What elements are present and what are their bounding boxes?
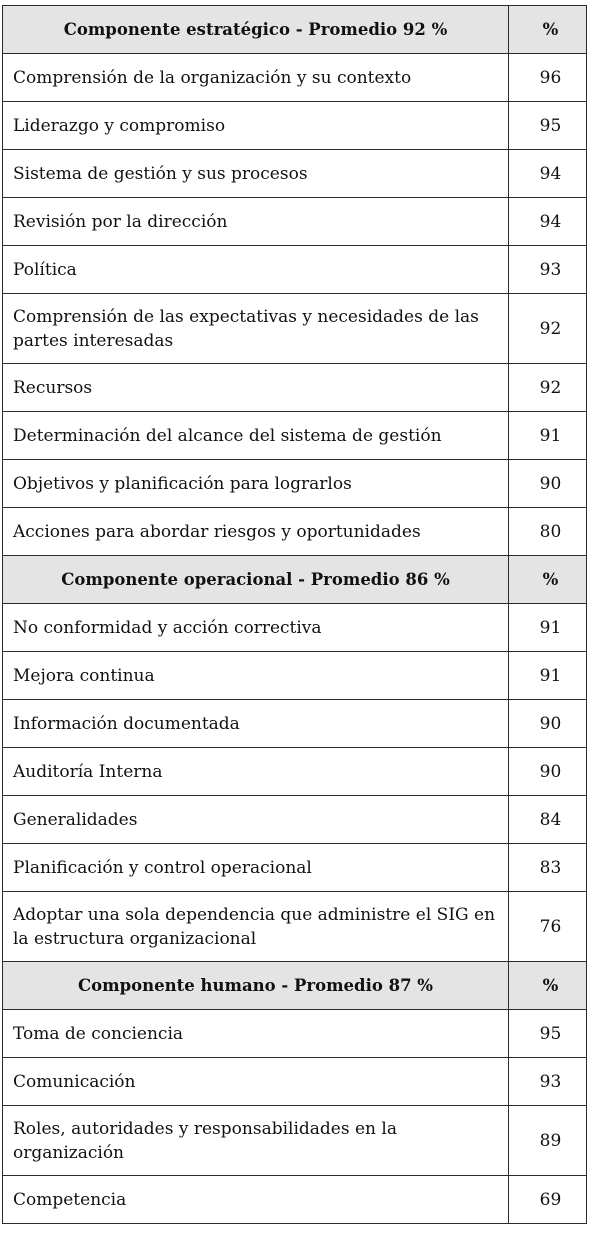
row-label: Generalidades bbox=[3, 796, 509, 844]
row-label: Determinación del alcance del sistema de gestión bbox=[3, 412, 509, 460]
table-row bbox=[3, 150, 587, 198]
section-header-estrategico bbox=[3, 6, 587, 54]
row-label: Acciones para abordar riesgos y oportunidades bbox=[3, 508, 509, 556]
row-label: Liderazgo y compromiso bbox=[3, 102, 509, 150]
table-row bbox=[3, 246, 587, 294]
row-value: 83 bbox=[509, 844, 587, 892]
table-row bbox=[3, 364, 587, 412]
row-label: No conformidad y acción correctiva bbox=[3, 604, 509, 652]
row-value: 91 bbox=[509, 604, 587, 652]
row-label: Recursos bbox=[3, 364, 509, 412]
results-table bbox=[2, 5, 587, 1224]
table-row bbox=[3, 892, 587, 962]
row-value: 89 bbox=[509, 1106, 587, 1176]
row-value: 95 bbox=[509, 1010, 587, 1058]
row-label: Sistema de gestión y sus procesos bbox=[3, 150, 509, 198]
table-row bbox=[3, 796, 587, 844]
table-row bbox=[3, 748, 587, 796]
row-value: 90 bbox=[509, 460, 587, 508]
row-value: 91 bbox=[509, 412, 587, 460]
row-value: 69 bbox=[509, 1176, 587, 1224]
percent-column-header: % bbox=[509, 962, 587, 1010]
row-value: 90 bbox=[509, 748, 587, 796]
row-value: 92 bbox=[509, 294, 587, 364]
table-row bbox=[3, 1058, 587, 1106]
row-label: Competencia bbox=[3, 1176, 509, 1224]
row-label: Roles, autoridades y responsabilidades en la organización bbox=[3, 1106, 509, 1176]
table-row bbox=[3, 102, 587, 150]
row-value: 93 bbox=[509, 246, 587, 294]
percent-column-header: % bbox=[509, 556, 587, 604]
row-label: Información documentada bbox=[3, 700, 509, 748]
section-header-operacional bbox=[3, 556, 587, 604]
row-value: 96 bbox=[509, 54, 587, 102]
row-label: Adoptar una sola dependencia que administre el SIG en la estructura organizacional bbox=[3, 892, 509, 962]
table-row bbox=[3, 1010, 587, 1058]
row-value: 80 bbox=[509, 508, 587, 556]
row-value: 90 bbox=[509, 700, 587, 748]
table-row bbox=[3, 844, 587, 892]
row-value: 92 bbox=[509, 364, 587, 412]
table-row bbox=[3, 294, 587, 364]
row-label: Comprensión de la organización y su contexto bbox=[3, 54, 509, 102]
table-row bbox=[3, 604, 587, 652]
row-value: 94 bbox=[509, 198, 587, 246]
row-value: 91 bbox=[509, 652, 587, 700]
table-row bbox=[3, 700, 587, 748]
row-label: Toma de conciencia bbox=[3, 1010, 509, 1058]
row-label: Objetivos y planificación para lograrlos bbox=[3, 460, 509, 508]
row-label: Auditoría Interna bbox=[3, 748, 509, 796]
row-value: 95 bbox=[509, 102, 587, 150]
table-row bbox=[3, 1176, 587, 1224]
section-title: Componente estratégico - Promedio 92 % bbox=[3, 6, 509, 54]
row-label: Planificación y control operacional bbox=[3, 844, 509, 892]
section-title: Componente humano - Promedio 87 % bbox=[3, 962, 509, 1010]
table-row bbox=[3, 652, 587, 700]
table-row bbox=[3, 508, 587, 556]
table-row bbox=[3, 1106, 587, 1176]
table-row bbox=[3, 460, 587, 508]
table-row bbox=[3, 198, 587, 246]
section-title: Componente operacional - Promedio 86 % bbox=[3, 556, 509, 604]
row-value: 76 bbox=[509, 892, 587, 962]
row-value: 94 bbox=[509, 150, 587, 198]
table-row bbox=[3, 54, 587, 102]
row-label: Política bbox=[3, 246, 509, 294]
row-label: Revisión por la dirección bbox=[3, 198, 509, 246]
row-label: Comunicación bbox=[3, 1058, 509, 1106]
row-label: Mejora continua bbox=[3, 652, 509, 700]
percent-column-header: % bbox=[509, 6, 587, 54]
row-value: 93 bbox=[509, 1058, 587, 1106]
table-row bbox=[3, 412, 587, 460]
row-value: 84 bbox=[509, 796, 587, 844]
row-label: Comprensión de las expectativas y necesidades de las partes interesadas bbox=[3, 294, 509, 364]
section-header-humano bbox=[3, 962, 587, 1010]
